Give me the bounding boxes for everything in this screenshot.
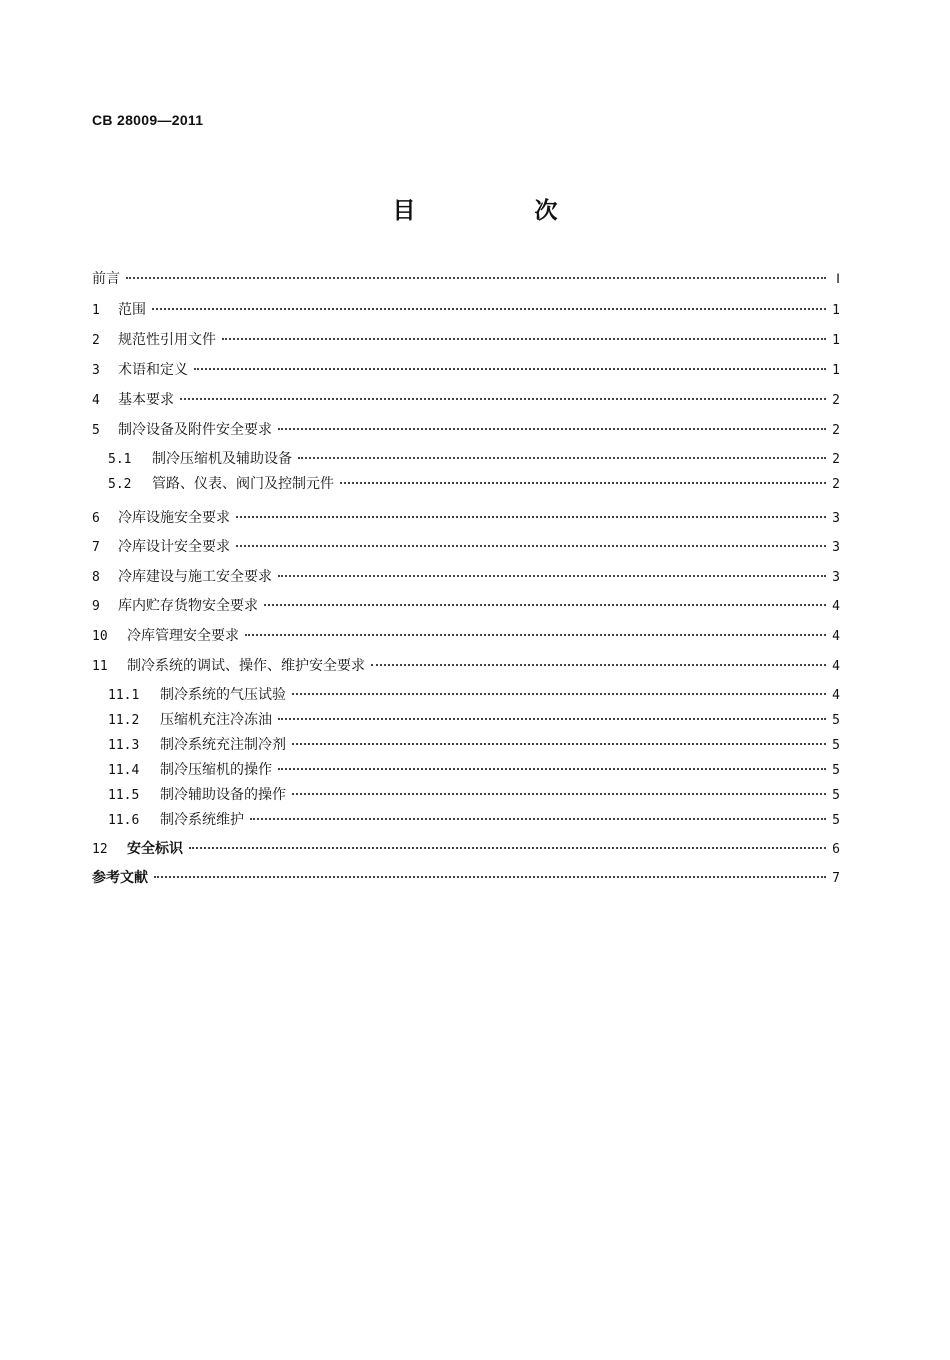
toc-entry-11-5[interactable] (108, 784, 840, 806)
toc-entry-12[interactable] (92, 838, 840, 860)
entry-number: 10 (92, 629, 108, 644)
entry-number: 11.2 (108, 713, 140, 728)
dot-leader (292, 743, 826, 745)
entry-number: 7 (92, 540, 100, 555)
entry-number: 12 (92, 842, 108, 857)
toc-entry-11-3[interactable] (108, 734, 840, 756)
entry-page: Ⅰ (836, 272, 840, 287)
dot-leader (264, 604, 826, 606)
dot-leader (278, 718, 826, 720)
toc-entry-11-1[interactable] (108, 684, 840, 706)
entry-number: 4 (92, 393, 100, 408)
dot-leader (236, 516, 826, 518)
entry-page: 2 (832, 393, 840, 408)
toc-entry-3[interactable] (92, 359, 840, 381)
entry-label: 压缩机充注冷冻油 (160, 712, 272, 728)
entry-label: 制冷系统的气压试验 (160, 687, 286, 703)
dot-leader (222, 338, 826, 340)
dot-leader (245, 634, 826, 636)
entry-page: 2 (832, 423, 840, 438)
entry-number: 5 (92, 423, 100, 438)
dot-leader (194, 368, 826, 370)
toc-entry-1[interactable] (92, 299, 840, 321)
toc-entry-5[interactable] (92, 419, 840, 441)
entry-page: 5 (832, 738, 840, 753)
entry-page: 5 (832, 813, 840, 828)
entry-page: 6 (832, 842, 840, 857)
toc-entry-4[interactable] (92, 389, 840, 411)
entry-label: 制冷系统充注制冷剂 (160, 737, 286, 753)
entry-label: 制冷系统维护 (160, 812, 244, 828)
entry-number: 2 (92, 333, 100, 348)
entry-label: 范围 (118, 302, 146, 318)
entry-page: 2 (832, 477, 840, 492)
dot-leader (292, 793, 826, 795)
dot-leader (292, 693, 826, 695)
dot-leader (236, 545, 826, 547)
dot-leader (154, 876, 826, 878)
toc-entry-10[interactable] (92, 625, 840, 647)
toc-entry-8[interactable] (92, 566, 840, 588)
entry-label: 库内贮存货物安全要求 (118, 598, 258, 614)
entry-label: 冷库设计安全要求 (118, 539, 230, 555)
entry-page: 1 (832, 333, 840, 348)
dot-leader (152, 308, 826, 310)
toc-entry-5-2[interactable] (108, 473, 840, 495)
entry-page: 5 (832, 788, 840, 803)
entry-number: 6 (92, 511, 100, 526)
entry-number: 1 (92, 303, 100, 318)
dot-leader (180, 398, 826, 400)
entry-page: 4 (832, 659, 840, 674)
entry-number: 3 (92, 363, 100, 378)
entry-page: 3 (832, 540, 840, 555)
toc-entry-11-2[interactable] (108, 709, 840, 731)
entry-page: 5 (832, 763, 840, 778)
toc-entry-references[interactable] (92, 867, 840, 889)
entry-page: 4 (832, 688, 840, 703)
dot-leader (250, 818, 826, 820)
toc-entry-foreword[interactable] (92, 268, 840, 290)
entry-label: 制冷设备及附件安全要求 (118, 422, 272, 438)
entry-page: 3 (832, 511, 840, 526)
entry-page: 4 (832, 629, 840, 644)
entry-label: 制冷压缩机及辅助设备 (152, 451, 292, 467)
entry-label: 前言 (92, 271, 120, 287)
entry-page: 1 (832, 363, 840, 378)
entry-page: 3 (832, 570, 840, 585)
toc-entry-9[interactable] (92, 595, 840, 617)
entry-label: 制冷系统的调试、操作、维护安全要求 (127, 658, 365, 674)
entry-label: 制冷压缩机的操作 (160, 762, 272, 778)
entry-page: 2 (832, 452, 840, 467)
toc-entry-7[interactable] (92, 536, 840, 558)
entry-label: 参考文献 (92, 870, 148, 886)
entry-page: 1 (832, 303, 840, 318)
entry-label: 冷库管理安全要求 (127, 628, 239, 644)
toc-entry-6[interactable] (92, 507, 840, 529)
entry-number: 11.6 (108, 813, 140, 828)
entry-label: 规范性引用文件 (118, 332, 216, 348)
entry-number: 9 (92, 599, 100, 614)
entry-label: 制冷辅助设备的操作 (160, 787, 286, 803)
dot-leader (278, 575, 826, 577)
toc-entry-11-6[interactable] (108, 809, 840, 831)
standard-code: CB 28009—2011 (92, 112, 204, 128)
entry-number: 8 (92, 570, 100, 585)
entry-label: 管路、仪表、阀门及控制元件 (152, 476, 334, 492)
entry-label: 冷库设施安全要求 (118, 510, 230, 526)
entry-number: 5.1 (108, 452, 132, 467)
dot-leader (278, 428, 826, 430)
entry-label: 基本要求 (118, 392, 174, 408)
entry-label: 术语和定义 (118, 362, 188, 378)
entry-number: 5.2 (108, 477, 132, 492)
dot-leader (189, 847, 826, 849)
toc-entry-2[interactable] (92, 329, 840, 351)
dot-leader (340, 482, 826, 484)
entry-number: 11.5 (108, 788, 140, 803)
entry-number: 11.3 (108, 738, 140, 753)
dot-leader (126, 277, 826, 279)
dot-leader (371, 664, 826, 666)
dot-leader (278, 768, 826, 770)
toc-entry-11-4[interactable] (108, 759, 840, 781)
entry-number: 11 (92, 659, 108, 674)
entry-label: 冷库建设与施工安全要求 (118, 569, 272, 585)
toc-title: 目 次 (392, 198, 606, 224)
entry-number: 11.1 (108, 688, 140, 703)
entry-label: 安全标识 (127, 841, 183, 857)
entry-page: 7 (832, 871, 840, 886)
toc-entry-11[interactable] (92, 655, 840, 677)
entry-number: 11.4 (108, 763, 140, 778)
dot-leader (298, 457, 826, 459)
entry-page: 4 (832, 599, 840, 614)
toc-entry-5-1[interactable] (108, 448, 840, 470)
entry-page: 5 (832, 713, 840, 728)
